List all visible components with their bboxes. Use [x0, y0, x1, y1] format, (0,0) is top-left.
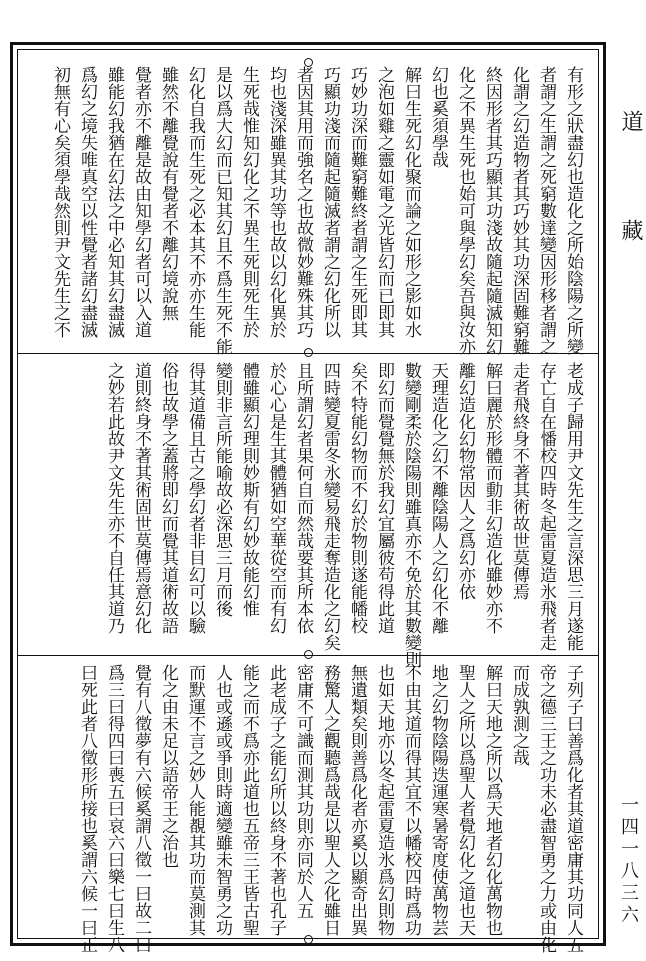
text-column: 有形之狀盡幻也造化之所始陰陽之所變: [563, 66, 583, 355]
text-column: 得其道備且古之學幻者非目幻可以驗: [185, 362, 205, 634]
text-column: 之妙若此故尹文先生亦不自任其道乃: [104, 362, 124, 634]
text-column: 也如天地亦以冬起雷夏造氷爲幻則物: [374, 664, 394, 936]
text-column: 雖能幻我猶在幻法之中必知其幻盡滅: [104, 66, 124, 338]
text-column: 終因形者其巧顯其功淺故隨起隨滅知幻: [482, 66, 502, 355]
binding-circle: [304, 935, 313, 944]
text-column: 爲幻之境失唯真空以性覺者諸幻盡滅: [77, 66, 97, 338]
text-column: 能之而不爲亦此道也五帝三王皆古聖: [239, 664, 259, 936]
text-column: 曰死此者八徵形所接也奚謂六候一曰正: [77, 664, 97, 953]
text-column: 均也淺深雖異其功等也故以幻化異於: [266, 66, 286, 338]
text-column: 務驚人之觀聽爲哉是以聖人之化雖日: [320, 664, 340, 936]
text-column: 即幻而覺覺無於我幻宜屬彼苟得此道: [374, 362, 394, 634]
text-column: 是以爲大幻而已知其幻且不爲生死不能: [212, 66, 232, 355]
text-column: 老成子歸用尹文先生之言深思三月遂能: [563, 362, 583, 651]
text-column: 密庸不可識而測其功則亦同於人五: [293, 664, 313, 919]
text-column: 覺者亦不離是故由知學幻者可以入道: [131, 66, 151, 338]
text-column: 於心心是生其體猶如空華從空而有幻: [266, 362, 286, 634]
text-column: 矣不特能幻物而不幻於物則遂能幡校: [347, 362, 367, 634]
text-column: 帝之德三王之功未必盡智勇之力或由化: [536, 664, 556, 953]
text-column: 爲三曰得四曰喪五曰哀六曰樂七曰生八: [104, 664, 124, 953]
text-column: 初無有心矣須學哉然則尹文先生之不: [50, 66, 70, 338]
text-column: 存亡自在憣校四時冬起雷夏造氷飛者走: [536, 362, 556, 651]
text-column: 道則終身不著其術固世莫傳焉意幻化: [131, 362, 151, 634]
text-column: 解曰天地之所以爲天地者幻化萬物也: [482, 664, 502, 936]
text-column: 此老成子之能幻所以終身不著也孔子: [266, 664, 286, 936]
binding-circle: [304, 58, 313, 67]
text-column: 聖人之所以爲聖人者覺幻化之道也天: [455, 664, 475, 936]
text-column: 巧妙功深而難窮難終者謂之生死即其: [347, 66, 367, 338]
text-column: 者因其用而強名之也故微妙難殊其巧: [293, 66, 313, 338]
text-column: 雖然不離覺說有覺者不離幻境說無: [158, 66, 178, 321]
binding-circle: [304, 348, 313, 357]
text-column: 幻也奚須學哉: [428, 66, 448, 168]
text-column: 解曰麗於形體而動非幻造化雖妙亦不: [482, 362, 502, 634]
text-column: 生死哉惟知幻化之不異生死則死生於: [239, 66, 259, 338]
text-column: 數變剛柔於陰陽則雖真亦不免於其數變則: [401, 362, 421, 668]
text-column: 化之由未足以語帝王之治也: [158, 664, 178, 868]
text-column: 化之不異生死也始可與學幻矣吾與汝亦: [455, 66, 475, 355]
page-number: 一四一八三六: [618, 795, 639, 927]
text-column: 俗也故學之蓋將即幻而覺其道術故語: [158, 362, 178, 634]
text-column: 巧顯功淺而隨起隨滅者謂之幻化所以: [320, 66, 340, 338]
text-column: 者謂之生謂之死窮數達變因形移者謂之: [536, 66, 556, 355]
text-column: 且所謂幻者果何自而然哉要其所本依: [293, 362, 313, 634]
text-column: 覺有八徵夢有六候奚謂八徵一曰故二曰: [131, 664, 151, 953]
text-column: 而成孰測之哉: [509, 664, 529, 766]
page-frame: [10, 42, 606, 953]
text-section-bottom: [30, 664, 586, 953]
text-column: 之泡如雞之靈如電之光皆幻而已即其: [374, 66, 394, 338]
text-column: 地之幻物陰陽迭運寒暑寄度使萬物芸: [428, 664, 448, 936]
text-column: 而默運不言之妙人能覩其功而莫測其: [185, 664, 205, 936]
text-column: 子列子曰善爲化者其道密庸其功同人五: [563, 664, 583, 953]
text-column: 離幻造化幻物常因人之爲幻亦依: [455, 362, 475, 600]
text-section-middle: [30, 362, 586, 668]
text-column: 體雖顯幻理則妙斯有幻妙故能幻惟: [239, 362, 259, 617]
text-column: 幻化自我而生死之必本其不亦亦生能: [185, 66, 205, 338]
text-column: 走者飛終身不著其術故世莫傳焉: [509, 362, 529, 600]
text-column: 四時變夏雷冬氷變易飛走奪造化之幻矣: [320, 362, 340, 651]
text-column: 不由其道而得其宜不以幡校四時爲功: [401, 664, 421, 936]
text-column: 解曰生死幻化聚而論之如形之影如水: [401, 66, 421, 338]
binding-circle: [304, 650, 313, 659]
text-column: 化謂之幻造物者其巧妙其功深固難窮難: [509, 66, 529, 355]
text-column: 人也或遜或爭則時適變雖未智勇之功: [212, 664, 232, 936]
text-column: 天理造化之幻不離陰陽人之幻化不離: [428, 362, 448, 634]
text-column: 無遺類矣則善爲化者亦奚以顯奇出異: [347, 664, 367, 936]
text-column: 變則非言所能喻故必深思三月而後: [212, 362, 232, 617]
text-section-top: [30, 66, 586, 355]
collection-title: 道 藏: [618, 110, 643, 281]
page-inner-frame: [17, 49, 599, 953]
